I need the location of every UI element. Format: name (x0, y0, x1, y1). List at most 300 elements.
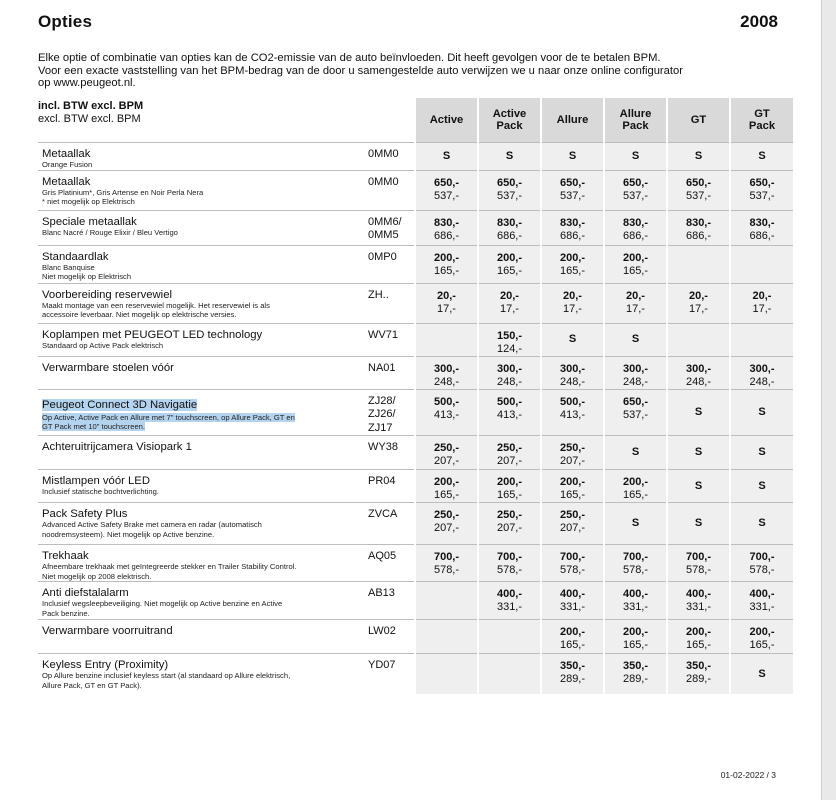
price-cell (415, 170, 478, 210)
price-cell (604, 245, 667, 283)
price-excl-btw: 165,- (622, 639, 649, 652)
empty-cell (730, 323, 793, 356)
price-incl-btw: 250,- (496, 442, 523, 455)
price-cell (604, 582, 667, 620)
empty-cell (415, 620, 478, 654)
option-code (368, 143, 415, 171)
standard-marker: S (730, 503, 793, 545)
price-incl-btw: 650,- (496, 176, 523, 189)
price-incl-btw: 250,- (433, 442, 460, 455)
intro-line: Voor een exacte vaststelling van het BPM-bedrag van de door u samengestelde auto verwijzen we u naar onze online configurator (38, 64, 683, 77)
price-cell (541, 582, 604, 620)
empty-cell (415, 654, 478, 694)
empty-cell (667, 245, 730, 283)
price-incl-btw: 700,- (433, 551, 460, 564)
standard-marker: S (730, 654, 793, 694)
price-header-incl: incl. BTW excl. BPM (38, 100, 144, 112)
price-cell (478, 582, 541, 620)
price-cell (730, 283, 793, 323)
table-row (38, 654, 793, 694)
price-incl-btw: 830,- (496, 216, 523, 229)
price-excl-btw: 17,- (752, 302, 772, 315)
price-incl-btw: 650,- (749, 176, 775, 189)
standard-marker: S (541, 143, 604, 171)
price-excl-btw: 207,- (496, 455, 523, 468)
page-footer: 01-02-2022 / 3 (720, 770, 776, 780)
price-excl-btw: 165,- (496, 489, 523, 502)
price-excl-btw: 124,- (496, 342, 523, 355)
price-cell (667, 170, 730, 210)
price-cell (478, 389, 541, 436)
price-excl-btw: 17,- (500, 302, 519, 315)
price-incl-btw: 650,- (559, 176, 586, 189)
option-detail-line: Op Active, Active Pack en Allure met 7" touchscreen, op Allure Pack, GT en (42, 412, 295, 422)
price-cell (604, 545, 667, 582)
price-excl-btw: 331,- (559, 601, 586, 614)
price-excl-btw: 165,- (622, 489, 649, 502)
version-header: GT Pack (730, 98, 793, 143)
option-description (38, 170, 368, 210)
price-incl-btw: 200,- (496, 476, 523, 489)
intro-line: Elke optie of combinatie van opties kan de CO2-emissie van de auto beïnvloeden. Dit heeft gevolgen voor de te betalen BPM. (38, 52, 661, 64)
option-name: Voorbereiding reservewiel (42, 288, 172, 301)
price-cell (667, 620, 730, 654)
price-cell (541, 389, 604, 436)
option-name: Keyless Entry (Proximity) (42, 659, 169, 672)
price-excl-btw: 289,- (685, 673, 712, 686)
model-year: 2008 (740, 12, 778, 31)
price-excl-btw: 537,- (622, 189, 649, 202)
table-row (38, 470, 793, 503)
price-excl-btw: 248,- (622, 375, 649, 388)
price-excl-btw: 17,- (563, 302, 582, 315)
price-cell (541, 283, 604, 323)
price-incl-btw: 250,- (496, 509, 523, 522)
price-incl-btw: 200,- (559, 626, 586, 639)
price-cell (541, 436, 604, 470)
option-description (38, 470, 368, 503)
options-body (38, 143, 793, 694)
price-excl-btw: 207,- (559, 455, 586, 468)
price-cell (730, 582, 793, 620)
price-incl-btw: 400,- (685, 588, 712, 601)
price-incl-btw: 200,- (622, 626, 649, 639)
option-name: Pack Safety Plus (42, 508, 128, 521)
price-excl-btw: 331,- (496, 601, 523, 614)
option-detail-line: noodremsysteem). Niet mogelijk op Active benzine. (42, 529, 215, 539)
price-incl-btw: 20,- (752, 289, 772, 302)
price-cell (478, 503, 541, 545)
price-cell (415, 436, 478, 470)
option-code (368, 356, 415, 389)
option-code-line: NA01 (368, 361, 396, 374)
price-excl-btw: 578,- (559, 564, 586, 577)
version-header: Allure (541, 98, 604, 143)
price-excl-btw: 331,- (622, 601, 649, 614)
price-excl-btw: 207,- (433, 455, 460, 468)
option-code (368, 283, 415, 323)
price-cell (604, 654, 667, 694)
price-incl-btw: 400,- (622, 588, 649, 601)
price-cell (415, 245, 478, 283)
price-cell (541, 245, 604, 283)
price-excl-btw: 578,- (622, 564, 649, 577)
option-name: Metaallak (42, 175, 91, 188)
price-incl-btw: 830,- (622, 216, 649, 229)
option-name: Koplampen met PEUGEOT LED technology (42, 328, 263, 341)
option-name: Standaardlak (42, 250, 109, 263)
option-detail-line: Inclusief wegsleepbeveiliging. Niet mogelijk op Active benzine en Active (42, 599, 283, 609)
option-description (38, 389, 368, 436)
price-excl-btw: 165,- (749, 639, 775, 652)
price-incl-btw: 830,- (433, 216, 460, 229)
price-incl-btw: 500,- (496, 395, 523, 408)
table-row (38, 323, 793, 356)
price-incl-btw: 400,- (559, 588, 586, 601)
price-excl-btw: 248,- (433, 375, 460, 388)
option-detail-line: Orange Fusion (42, 160, 93, 169)
option-detail-line: Maakt montage van een reservewiel mogelijk. Het reservewiel is als (42, 300, 270, 310)
option-code-line: YD07 (368, 659, 396, 672)
price-cell (667, 545, 730, 582)
option-code (368, 470, 415, 503)
option-name: Anti diefstalalarm (42, 587, 129, 600)
option-description (38, 620, 368, 654)
price-excl-btw: 331,- (685, 601, 712, 614)
table-row (38, 356, 793, 389)
price-incl-btw: 20,- (500, 289, 519, 302)
price-cell (604, 283, 667, 323)
price-excl-btw: 537,- (496, 189, 523, 202)
price-incl-btw: 250,- (559, 442, 586, 455)
option-name: Achteruitrijcamera Visiopark 1 (42, 441, 192, 454)
option-detail-line: Afneembare trekhaak met geïntegreerde stekker en Trailer Stability Control. (42, 562, 297, 572)
price-cell (415, 545, 478, 582)
option-code (368, 210, 415, 245)
price-incl-btw: 250,- (433, 509, 460, 522)
price-cell (478, 170, 541, 210)
price-excl-btw: 413,- (433, 408, 460, 421)
option-detail-line: Op Allure benzine inclusief keyless start (al standaard op Allure elektrisch, (42, 671, 291, 681)
option-code-line: ZH.. (368, 288, 389, 301)
option-code (368, 436, 415, 470)
option-detail-line: * niet mogelijk op Elektrisch (42, 197, 135, 207)
price-cell (415, 210, 478, 245)
price-incl-btw: 650,- (622, 176, 649, 189)
standard-marker: S (667, 389, 730, 436)
price-excl-btw: 165,- (496, 264, 523, 277)
option-description (38, 245, 368, 283)
standard-marker: S (667, 436, 730, 470)
price-excl-btw: 537,- (749, 189, 775, 202)
table-row (38, 143, 793, 171)
price-excl-btw: 289,- (559, 673, 586, 686)
price-incl-btw: 400,- (749, 588, 775, 601)
price-incl-btw: 650,- (622, 395, 649, 408)
price-incl-btw: 300,- (496, 362, 523, 375)
option-code-line: WV71 (368, 328, 398, 341)
option-detail-line: Inclusief statische bochtverlichting. (42, 487, 159, 497)
option-code-line: AQ05 (368, 550, 397, 563)
price-incl-btw: 830,- (685, 216, 712, 229)
price-incl-btw: 20,- (689, 289, 708, 302)
price-cell (604, 470, 667, 503)
option-description (38, 210, 368, 245)
price-cell (667, 210, 730, 245)
scrollbar-track[interactable] (821, 0, 836, 800)
option-code-line: LW02 (368, 625, 396, 638)
price-cell (541, 620, 604, 654)
option-description (38, 323, 368, 356)
price-excl-btw: 413,- (559, 408, 586, 421)
price-cell (478, 436, 541, 470)
option-description (38, 356, 368, 389)
price-excl-btw: 165,- (559, 639, 586, 652)
table-row (38, 545, 793, 582)
standard-marker: S (541, 323, 604, 356)
price-incl-btw: 830,- (559, 216, 586, 229)
price-excl-btw: 248,- (685, 375, 712, 388)
table-row (38, 620, 793, 654)
price-incl-btw: 150,- (496, 329, 523, 342)
price-cell (478, 323, 541, 356)
price-incl-btw: 20,- (563, 289, 582, 302)
price-incl-btw: 300,- (622, 362, 649, 375)
price-excl-btw: 17,- (437, 302, 456, 315)
price-excl-btw: 537,- (433, 189, 460, 202)
price-incl-btw: 300,- (559, 362, 586, 375)
option-code-line: 0MP0 (368, 250, 397, 263)
empty-cell (415, 323, 478, 356)
price-cell (478, 210, 541, 245)
standard-marker: S (730, 143, 793, 171)
option-code (368, 545, 415, 582)
table-row (38, 245, 793, 283)
standard-marker: S (730, 436, 793, 470)
option-detail-line: GT Pack met 10" touchscreen. (42, 422, 146, 432)
price-incl-btw: 400,- (496, 588, 523, 601)
price-excl-btw: 248,- (749, 375, 775, 388)
price-cell (541, 503, 604, 545)
price-excl-btw: 578,- (433, 564, 460, 577)
price-excl-btw: 17,- (689, 302, 708, 315)
price-cell (541, 654, 604, 694)
price-cell (541, 470, 604, 503)
price-incl-btw: 350,- (622, 660, 649, 673)
standard-marker: S (604, 323, 667, 356)
price-incl-btw: 500,- (559, 395, 586, 408)
version-header: Active Pack (478, 98, 541, 143)
table-row (38, 436, 793, 470)
standard-marker: S (604, 503, 667, 545)
option-description (38, 503, 368, 545)
table-row (38, 283, 793, 323)
price-incl-btw: 300,- (433, 362, 460, 375)
option-detail-line: Blanc Nacré / Rouge Elixir / Bleu Vertigo (42, 227, 178, 237)
price-excl-btw: 686,- (559, 229, 586, 242)
price-incl-btw: 700,- (685, 551, 712, 564)
version-header: Active (415, 98, 478, 143)
table-row (38, 582, 793, 620)
option-detail-line: Niet mogelijk op 2008 elektrisch. (42, 571, 152, 581)
price-cell (478, 545, 541, 582)
option-code-line: PR04 (368, 475, 396, 488)
price-incl-btw: 700,- (559, 551, 586, 564)
option-description (38, 582, 368, 620)
table-row (38, 503, 793, 545)
option-name: Peugeot Connect 3D Navigatie (42, 398, 198, 411)
standard-marker: S (415, 143, 478, 171)
empty-cell (667, 323, 730, 356)
price-cell (730, 356, 793, 389)
price-excl-btw: 537,- (622, 408, 649, 421)
price-incl-btw: 200,- (622, 476, 649, 489)
option-detail-line: Advanced Active Safety Brake met camera en radar (automatisch (42, 520, 262, 530)
price-cell (415, 283, 478, 323)
option-code (368, 620, 415, 654)
intro-text (38, 52, 778, 90)
price-incl-btw: 200,- (749, 626, 775, 639)
option-detail-line: Niet mogelijk op Elektrisch (42, 272, 132, 282)
standard-marker: S (604, 436, 667, 470)
option-code-line: ZJ17 (368, 421, 393, 434)
empty-cell (415, 582, 478, 620)
price-incl-btw: 350,- (685, 660, 712, 673)
price-cell (415, 356, 478, 389)
option-code-line: 0MM5 (368, 229, 399, 242)
price-excl-btw: 165,- (685, 639, 712, 652)
price-excl-btw: 686,- (433, 229, 460, 242)
price-cell (604, 356, 667, 389)
price-incl-btw: 200,- (685, 626, 712, 639)
price-excl-btw: 289,- (622, 673, 649, 686)
price-incl-btw: 350,- (559, 660, 586, 673)
option-detail-line: Allure Pack, GT en GT Pack). (42, 680, 142, 690)
price-excl-btw: 207,- (496, 522, 523, 535)
option-code-line: 0MM6/ (368, 215, 402, 228)
price-incl-btw: 650,- (433, 176, 460, 189)
price-incl-btw: 200,- (496, 251, 523, 264)
price-cell (415, 470, 478, 503)
price-cell (604, 170, 667, 210)
price-header (38, 98, 415, 143)
price-cell (730, 545, 793, 582)
price-incl-btw: 700,- (622, 551, 649, 564)
price-excl-btw: 578,- (496, 564, 523, 577)
price-cell (478, 283, 541, 323)
price-excl-btw: 165,- (433, 489, 460, 502)
intro-line: op www.peugeot.nl. (38, 77, 136, 89)
version-header: Allure Pack (604, 98, 667, 143)
price-excl-btw: 686,- (685, 229, 712, 242)
price-cell (415, 389, 478, 436)
option-description (38, 654, 368, 694)
price-excl-btw: 686,- (622, 229, 649, 242)
price-incl-btw: 200,- (433, 476, 460, 489)
price-incl-btw: 650,- (685, 176, 712, 189)
option-code (368, 323, 415, 356)
price-cell (478, 356, 541, 389)
price-excl-btw: 165,- (559, 264, 586, 277)
price-cell (478, 470, 541, 503)
standard-marker: S (478, 143, 541, 171)
option-name: Trekhaak (42, 550, 89, 563)
price-excl-btw: 413,- (496, 408, 523, 421)
price-incl-btw: 700,- (749, 551, 775, 564)
price-excl-btw: 686,- (496, 229, 523, 242)
empty-cell (478, 620, 541, 654)
option-detail-line: Pack benzine. (42, 608, 90, 618)
price-incl-btw: 20,- (437, 289, 456, 302)
option-code (368, 582, 415, 620)
price-incl-btw: 830,- (749, 216, 775, 229)
option-description (38, 436, 368, 470)
version-header: GT (667, 98, 730, 143)
price-incl-btw: 200,- (622, 251, 649, 264)
price-cell (730, 170, 793, 210)
price-cell (667, 283, 730, 323)
price-cell (415, 503, 478, 545)
option-description (38, 283, 368, 323)
price-cell (730, 620, 793, 654)
standard-marker: S (667, 470, 730, 503)
price-excl-btw: 165,- (622, 264, 649, 277)
price-cell (604, 620, 667, 654)
option-name: Speciale metaallak (42, 215, 137, 228)
price-excl-btw: 248,- (496, 375, 523, 388)
standard-marker: S (730, 470, 793, 503)
price-cell (604, 389, 667, 436)
page-title: Opties (38, 12, 93, 31)
price-incl-btw: 20,- (626, 289, 645, 302)
option-description (38, 545, 368, 582)
option-name: Verwarmbare voorruitrand (42, 625, 173, 638)
price-incl-btw: 700,- (496, 551, 523, 564)
option-detail-line: Standaard op Active Pack elektrisch (42, 340, 164, 350)
table-header-row (38, 98, 793, 143)
price-incl-btw: 300,- (685, 362, 712, 375)
option-code (368, 245, 415, 283)
price-cell (730, 210, 793, 245)
option-code (368, 654, 415, 694)
options-table (38, 98, 793, 694)
price-excl-btw: 165,- (433, 264, 460, 277)
price-excl-btw: 248,- (559, 375, 586, 388)
option-code-line: ZJ28/ (368, 394, 396, 407)
table-row (38, 170, 793, 210)
option-code (368, 170, 415, 210)
option-code (368, 389, 415, 436)
option-code-line: WY38 (368, 441, 398, 454)
option-description (38, 143, 368, 171)
price-cell (478, 245, 541, 283)
price-cell (667, 356, 730, 389)
price-excl-btw: 578,- (685, 564, 712, 577)
standard-marker: S (667, 143, 730, 171)
option-detail-line: Blanc Banquise (42, 262, 95, 272)
price-cell (604, 210, 667, 245)
option-code-line: 0MM0 (368, 175, 399, 188)
standard-marker: S (730, 389, 793, 436)
price-excl-btw: 207,- (433, 522, 460, 535)
option-code-line: ZVCA (368, 508, 398, 521)
price-incl-btw: 250,- (559, 509, 586, 522)
option-code-line: AB13 (368, 587, 395, 600)
option-code-line: 0MM0 (368, 148, 399, 160)
price-header-excl: excl. BTW excl. BPM (38, 113, 141, 125)
option-name: Mistlampen vóór LED (42, 475, 150, 488)
table-row (38, 389, 793, 436)
